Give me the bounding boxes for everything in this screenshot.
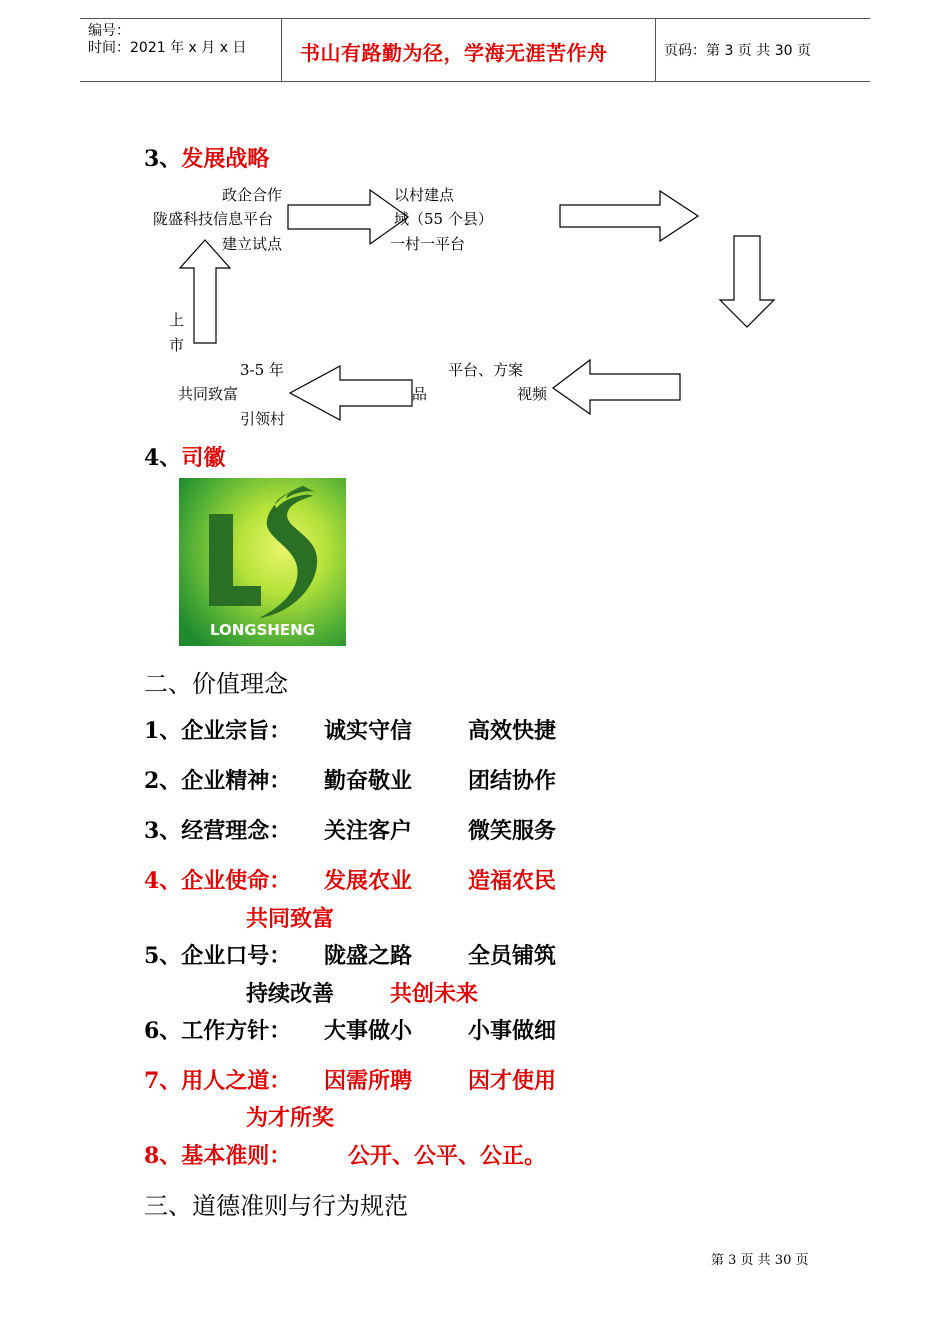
- value-a: 诚实守信: [324, 718, 413, 744]
- value-b: 因才使用: [468, 1068, 557, 1094]
- header-motto: 书山有路勤为径，学海无涯苦作舟: [300, 41, 608, 65]
- page-footer: 第 3 页 共 30 页: [711, 1253, 809, 1268]
- value-item-1: [144, 714, 291, 745]
- value-b: 造福农民: [468, 868, 557, 894]
- value-c: 持续改善: [246, 981, 335, 1007]
- value-a: 关注客户: [324, 818, 413, 844]
- value-a: 大事做小: [324, 1018, 413, 1044]
- arrow-right-icon: [560, 191, 698, 241]
- date-label: 时间：2021 年 x 月 x 日: [88, 40, 247, 56]
- value-b: 高效快捷: [468, 718, 557, 744]
- value-label: 6、工作方针：: [144, 1018, 292, 1044]
- value-label: 8、基本准则：: [144, 1143, 292, 1169]
- value-a: 公开、公平、公正。: [348, 1143, 547, 1169]
- value-d: 共创未来: [390, 981, 479, 1007]
- values-title: 二、价值理念: [144, 670, 288, 698]
- box1-line1: 政企合作: [222, 186, 283, 204]
- value-label: 2、企业精神：: [144, 768, 292, 794]
- value-a: 发展农业: [324, 868, 413, 894]
- box4-line1: 3-5 年: [240, 361, 284, 379]
- page-number-label: 页码：第 3 页 共 30 页: [664, 43, 811, 59]
- box2-line1: 以村建点: [394, 186, 455, 204]
- box3-line1: 平台、方案: [448, 361, 524, 379]
- value-b: 全员铺筑: [468, 943, 557, 969]
- arrow-up-icon: [180, 240, 230, 343]
- logo-heading-text: 司徽: [181, 445, 226, 471]
- value-a: 勤奋敬业: [324, 768, 413, 794]
- strategy-heading-text: 发展战略: [181, 146, 270, 172]
- box4-line2: 共同致富: [178, 385, 239, 403]
- box1-line3: 建立试点: [222, 235, 283, 253]
- value-b: 团结协作: [468, 768, 557, 794]
- value-b: 小事做细: [468, 1018, 557, 1044]
- box5-line1: 上: [169, 311, 185, 329]
- arrow-left-icon: [553, 360, 680, 414]
- box5-line2: 市: [169, 336, 185, 354]
- logo-heading: [144, 441, 225, 472]
- logo-wordmark: LONGSHENG: [209, 621, 316, 639]
- longsheng-logo: [179, 478, 346, 646]
- strategy-heading-number: 3、: [144, 146, 182, 172]
- box3-line2: 品: [412, 385, 428, 403]
- value-c: 共同致富: [246, 906, 335, 932]
- arrow-left-icon: [290, 366, 412, 420]
- value-label: 3、经营理念：: [144, 818, 292, 844]
- box3-line3: 视频: [517, 385, 548, 403]
- value-a: 陇盛之路: [324, 943, 413, 969]
- value-label: 1、企业宗旨：: [144, 718, 292, 744]
- value-b: 微笑服务: [468, 818, 557, 844]
- value-label: 7、用人之道：: [144, 1068, 292, 1094]
- value-a: 因需所聘: [324, 1068, 413, 1094]
- box1-line2: 陇盛科技信息平台: [153, 210, 274, 228]
- value-label: 5、企业口号：: [144, 943, 292, 969]
- value-label: 4、企业使命：: [144, 868, 292, 894]
- box2-line2: 域（55 个县）: [394, 210, 493, 228]
- ethics-title: 三、道德准则与行为规范: [144, 1192, 408, 1220]
- box2-line3: 一村一平台: [390, 235, 466, 253]
- logo-heading-number: 4、: [144, 445, 182, 471]
- box4-line3: 引领村: [240, 410, 286, 428]
- doc-number-label: 编号：: [88, 23, 130, 39]
- arrow-down-icon: [720, 236, 774, 327]
- value-c: 为才所奖: [246, 1105, 335, 1131]
